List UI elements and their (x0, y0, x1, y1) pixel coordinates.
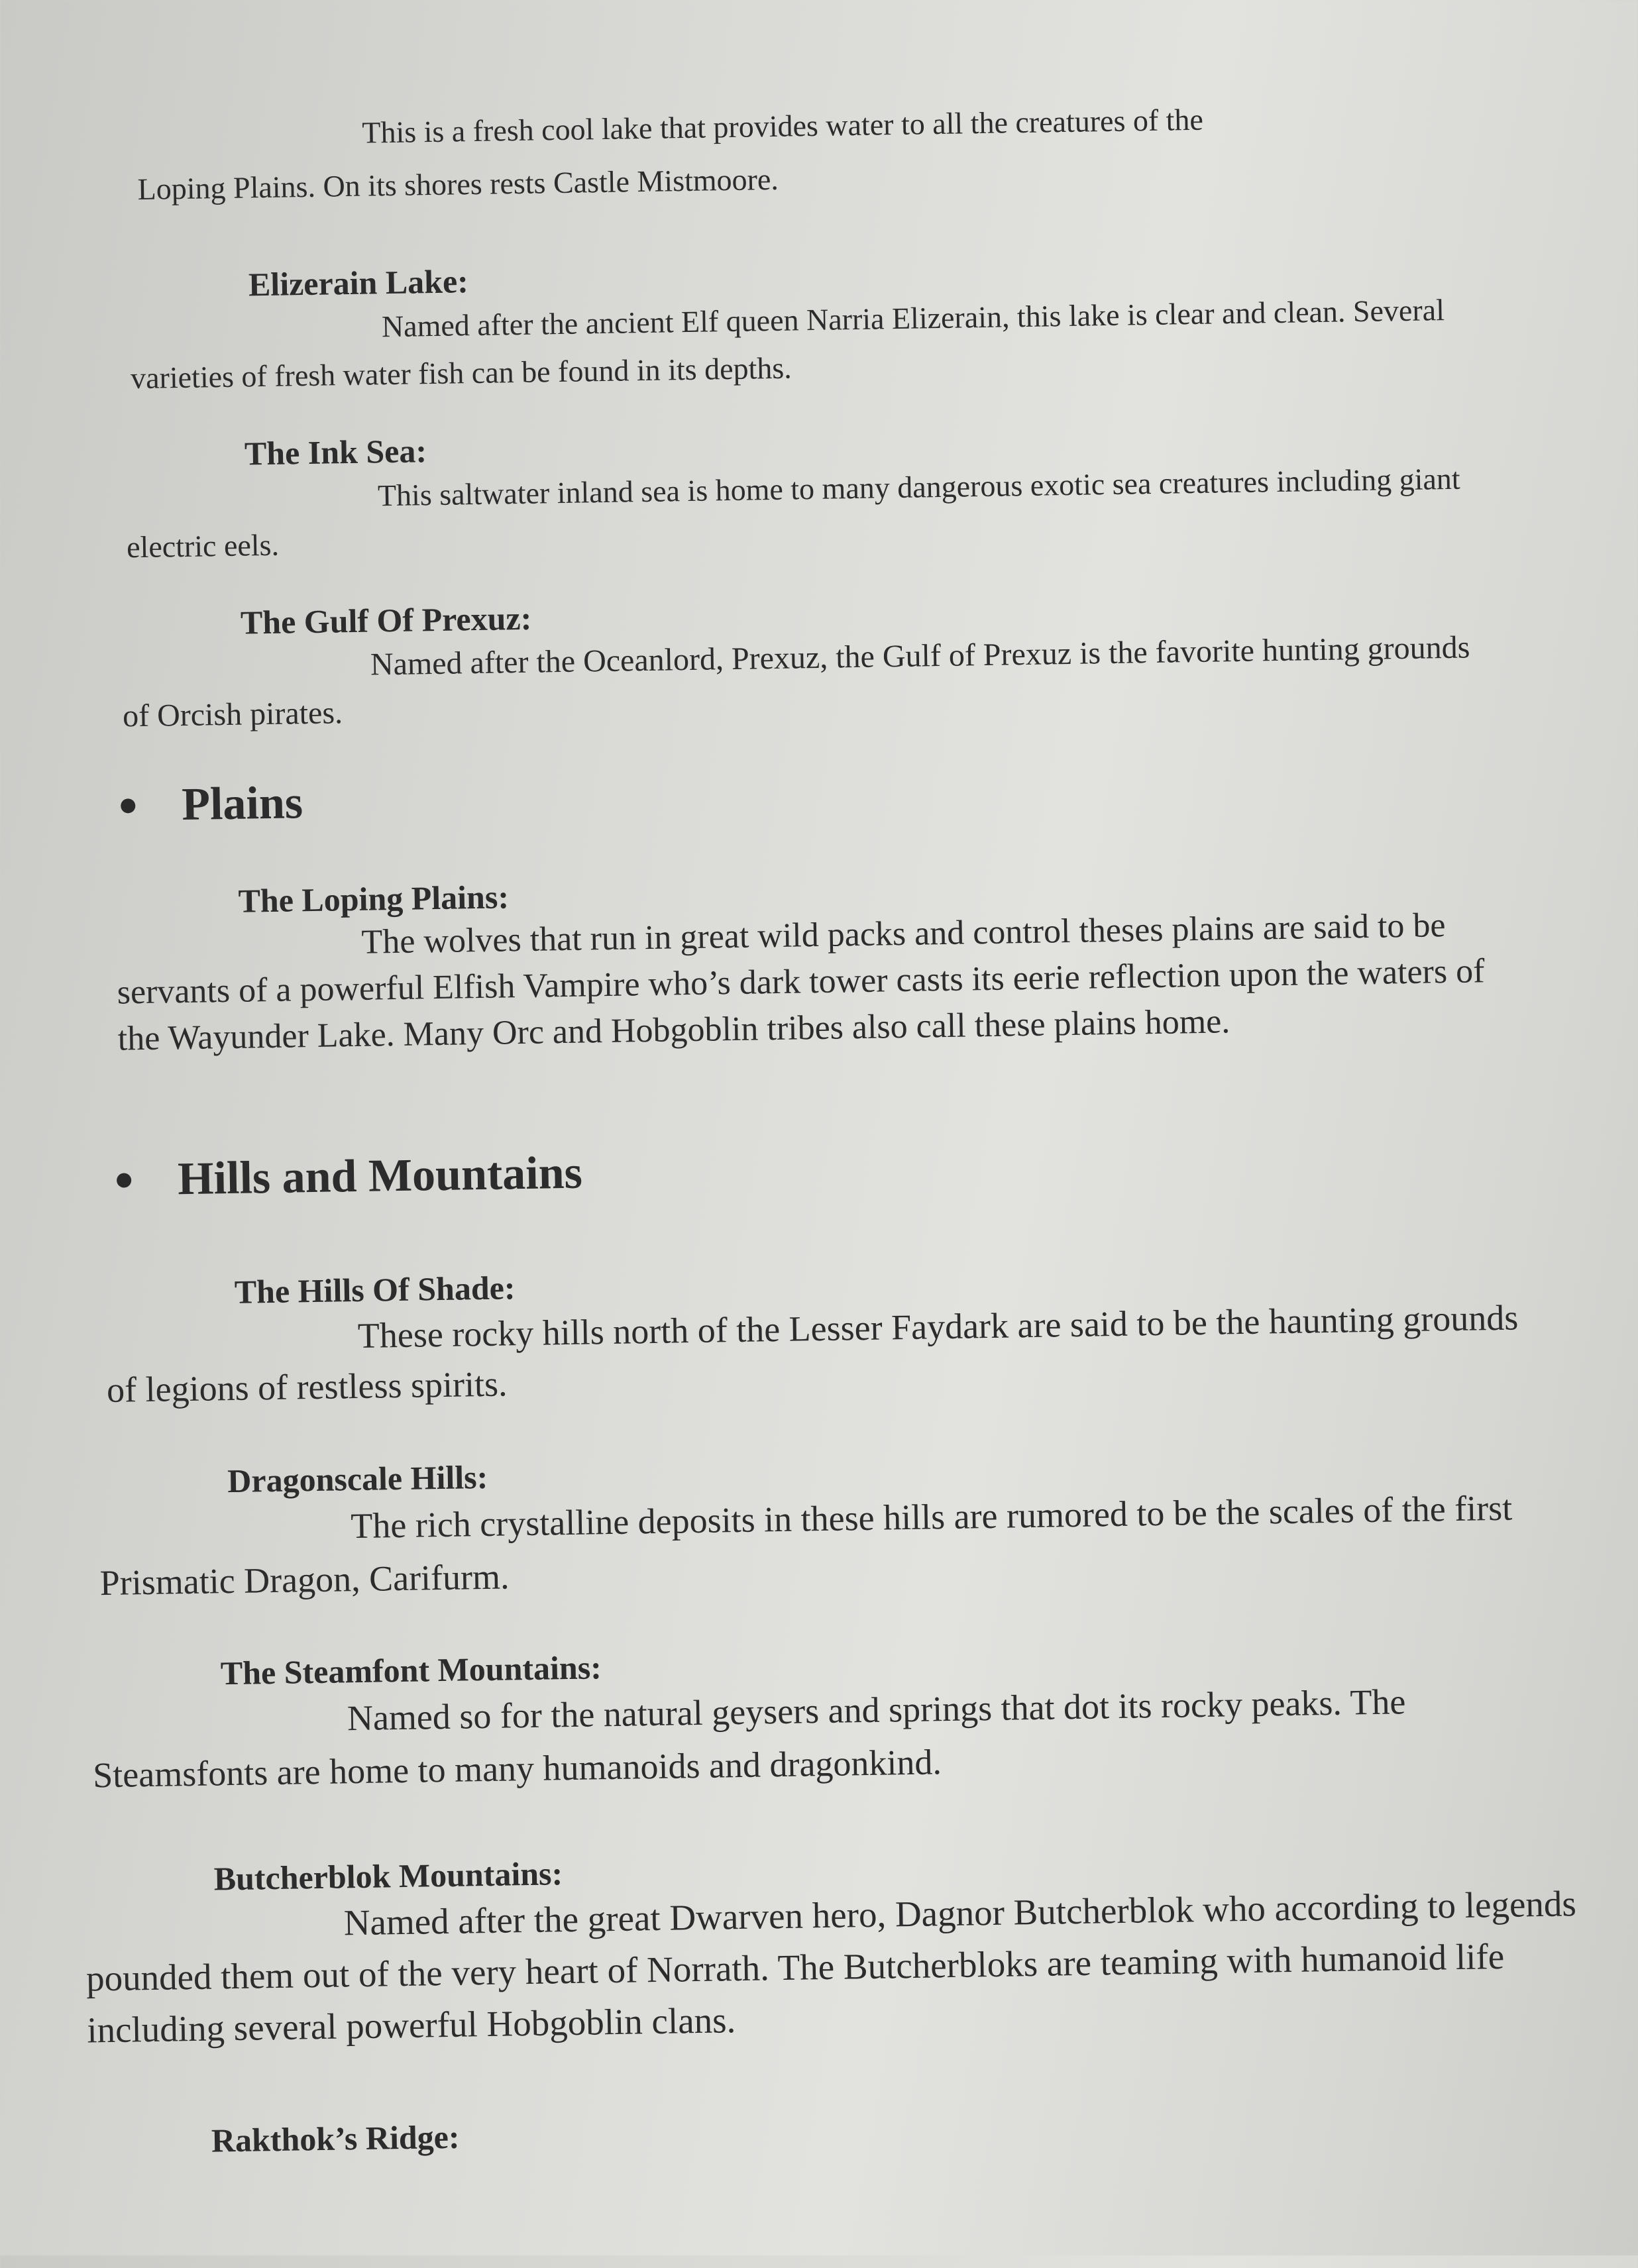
entry-title: The Steamfont Mountains: (220, 1648, 602, 1692)
entry-butcherblok-mountains (85, 1837, 1601, 2055)
entry-steamfont-mountains (92, 1631, 1587, 1800)
entry-body: Named after the great Dwarven hero, Dagnor Butcherblok who according to legends pounded them out of the very heart of Norrath. The Butcherbloks are teaming with humanoid life including several powerful Hobgoblin clans. (85, 1883, 1577, 2051)
entry-elizerain-lake (130, 244, 1476, 400)
entry-title: Rakthok’s Ridge: (211, 2118, 460, 2159)
continued-line-1: This is a fresh cool lake that provides water to all the creatures of the (361, 102, 1204, 150)
entry-body: Named after the ancient Elf queen Narria Elizerain, this lake is clear and clean. Several varieties of fresh water fish can be found in its depths. (130, 293, 1445, 396)
entry-body: The rich crystalline deposits in these hills are rumored to be the scales of the first Prismatic Dragon, Carifurm. (99, 1487, 1513, 1603)
entry-hills-of-shade (106, 1250, 1561, 1413)
entry-body: Named so for the natural geysers and springs that dot its rocky peaks. The Steamsfonts are home to many humanoids and dragonkind. (92, 1682, 1406, 1796)
section-plains (121, 777, 303, 832)
continued-paragraph (136, 90, 1417, 216)
bullet-icon (121, 798, 135, 813)
continued-line-2: Loping Plains. On its shores rests Castle Mistmoore. (137, 162, 779, 206)
section-heading: Plains (181, 777, 303, 831)
entry-body: The wolves that run in great wild packs and control theses plains are said to be servants of a powerful Elfish Vampire who’s dark tower casts its eerie reflection upon the waters of the Wayunder Lake. Many Orc and Hobgoblin tribes also call these plains home. (117, 906, 1485, 1058)
entry-title: The Hills Of Shade: (234, 1269, 516, 1311)
entry-ink-sea (126, 413, 1492, 570)
section-heading: Hills and Mountains (177, 1147, 583, 1205)
entry-title: The Loping Plains: (238, 878, 510, 920)
entry-rakthoks-ridge (211, 2098, 1603, 2161)
entry-title: Butcherblok Mountains: (213, 1855, 563, 1898)
section-hills-and-mountains (117, 1147, 583, 1207)
entry-gulf-of-prexuz (122, 582, 1501, 739)
entry-title: The Ink Sea: (244, 432, 427, 472)
entry-loping-plains (117, 860, 1533, 1061)
bullet-icon (117, 1173, 131, 1187)
entry-body: This saltwater inland sea is home to many dangerous exotic sea creatures including giant electric eels. (126, 461, 1460, 565)
entry-title: Dragonscale Hills: (227, 1458, 488, 1500)
entry-dragonscale-hills (99, 1439, 1574, 1607)
entry-title: Elizerain Lake: (248, 262, 469, 303)
entry-title: The Gulf Of Prexuz: (240, 599, 532, 641)
entry-body: Named after the Oceanlord, Prexuz, the Gulf of Prexuz is the favorite hunting grounds of Orcish pirates. (122, 629, 1470, 734)
entry-body: These rocky hills north of the Lesser Faydark are said to be the haunting grounds of legions of restless spirits. (106, 1297, 1519, 1410)
